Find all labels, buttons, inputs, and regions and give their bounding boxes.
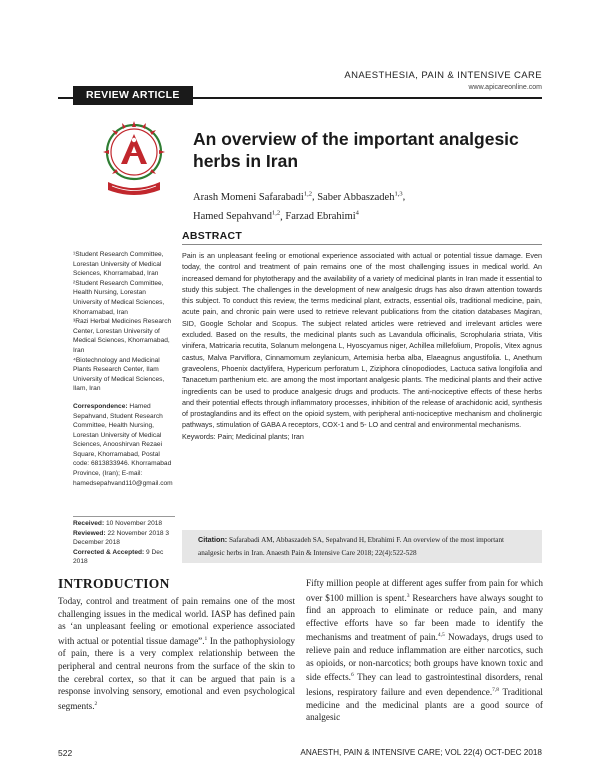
citation-ref[interactable]: 3 <box>406 592 410 599</box>
reviewed-label: Reviewed: <box>73 529 106 537</box>
accepted-date <box>73 548 175 567</box>
accepted-value: 9 Dec 2018 <box>73 548 164 566</box>
author-separator: , <box>280 211 286 222</box>
author-separator: , <box>311 191 318 203</box>
correspondence <box>73 402 175 488</box>
author-4[interactable] <box>285 211 359 222</box>
received-value: 10 November 2018 <box>104 520 163 527</box>
author-name: Arash Momeni Safarabadi <box>193 191 304 203</box>
introduction-heading: INTRODUCTION <box>58 576 170 591</box>
reviewed-value: 22 November 2018 3 December 2018 <box>73 529 170 547</box>
reviewed-date <box>73 529 175 548</box>
citation-ref[interactable]: 7,8 <box>492 686 499 693</box>
article-type-badge: REVIEW ARTICLE <box>73 86 193 105</box>
affiliations-column <box>73 250 175 488</box>
author-name: Saber Abbaszadeh <box>317 191 395 203</box>
citation-ref[interactable]: 1 <box>204 635 208 642</box>
received-date <box>73 519 175 529</box>
abstract-heading: ABSTRACT <box>182 230 243 242</box>
author-name: Farzad Ebrahimi <box>285 211 356 222</box>
intro-text: Fifty million people at different ages suffer from pain for which over $100 million is spent. <box>306 578 543 603</box>
author-2[interactable] <box>317 192 402 203</box>
author-affiliation-ref: 4 <box>355 209 359 217</box>
intro-text: Researchers have always sought to find an approach to eliminate or reduce pain, and many effective efforts have so far been made to identify the mechanisms and treatment of pain. <box>306 592 543 643</box>
article-title: An overview of the important analgesic herbs in Iran <box>193 129 519 171</box>
correspondence-text[interactable]: Hamed Sepahvand, Student Research Committee, Health Nursing, Lorestan University of Medical Sciences, Anooshirvan Rezaei Square, Khorramabad, Postal code: 6813833946. Khorramabad Province, (Iran); E-mail: hamedsepahvand110@gmail.com <box>73 402 173 487</box>
journal-name: ANAESTHESIA, PAIN & INTENSIVE CARE <box>344 70 542 81</box>
intro-text: Nowadays, drugs used to relieve pain and reduce inflammation are either narcotics, such as opioids, or non-narcotics; both groups have known toxic and side effects. <box>306 632 543 683</box>
logo-banner <box>108 182 160 195</box>
journal-url[interactable]: www.apicareonline.com <box>468 84 542 91</box>
citation-ref[interactable]: 6 <box>350 672 354 679</box>
author-3[interactable] <box>193 211 280 222</box>
received-label: Received: <box>73 520 105 527</box>
affiliation-1: ¹Student Research Committee, Lorestan University of Medical Sciences, Khorramabad, Iran <box>73 251 164 278</box>
intro-text: They can lead to gastrointestinal disorders, renal lesions, respiratory failure and even dependence. <box>306 672 543 697</box>
citation-ref[interactable]: 2 <box>94 700 98 707</box>
apic-logo-icon <box>102 120 166 198</box>
author-name: Hamed Sepahvand <box>193 211 273 222</box>
page-number: 522 <box>58 748 73 758</box>
abstract-rule <box>182 244 542 245</box>
author-affiliation-ref: 1,2 <box>303 190 312 197</box>
abstract-keywords: Keywords: Pain; Medicinal plants; Iran <box>182 431 304 441</box>
citation-label: Citation: <box>198 535 228 544</box>
footer-journal-ref: ANAESTH, PAIN & INTENSIVE CARE; VOL 22(4) OCT-DEC 2018 <box>300 748 542 757</box>
author-separator: , <box>402 191 406 203</box>
author-list <box>193 186 533 225</box>
author-1[interactable] <box>193 192 312 203</box>
author-affiliation-ref: 1,2 <box>272 209 281 217</box>
intro-text: In the pathophysiology of pain, there is a very complex relationship between the peripheral and central neurons from the surface of the skin to the cerebral cortex, so that it can be argued that pain is a response involving sensory, emotional and even psychological segments. <box>58 635 295 711</box>
dates-rule <box>73 516 175 517</box>
affiliation-4: ⁴Biotechnology and Medicinal Plants Research Center, Ilam University of Medical Sciences, Ilam, Iran <box>73 356 165 393</box>
correspondence-label: Correspondence: <box>73 402 128 410</box>
author-affiliation-ref: 1,3 <box>394 190 403 197</box>
article-dates <box>73 519 175 567</box>
logo-monogram <box>121 134 147 164</box>
intro-text: Today, control and treatment of pain remains one of the most challenging issues in the medical world. IASP has defined pain as ‘an unpleasant feeling or emotional experience associated with actual or potential tissue damage”. <box>58 596 295 646</box>
abstract-body <box>182 250 542 442</box>
affiliation-3: ³Razi Herbal Medicines Research Center, Lorestan University of Medical Sciences, Khorramabad, Iran <box>73 318 172 354</box>
accepted-label: Corrected & Accepted: <box>73 548 145 556</box>
abstract-text: Pain is an unpleasant feeling or emotional experience associated with actual or potential tissue damage. Even today, the control and treatment of pain remains one of the most challenging issues in medical world. An increased demand for phytotherapy and the availability of a variety of medicinal plants in Iran made it essential to study this subject. The challenges in the development of new analgesic drugs has also drawn attention towards this subject. To conduct this review, the terms medicinal plant, extracts, essential oils, traditional medicine, pain, acute pain, and chronic pain were used to retrieve relevant publications from the citation databases Magiran, SID, Google Scholar and Scopus. The subject related articles were retrieved and irrelevant articles were excluded. Based on the results, the medicinal plants such as Lavandula officinalis, Scrophularia striata, Vitis vinifera, Matricaria recutita, Solanum melongena L, Hyoscyamus niger, Achillea millefolium, Propolis, Vitex agnus castus, Malva Parviflora, Cinnamomum zeylanicum, Artemisia herba alba, Elaeagnus angustifolia. L, Anethum graveolens, Phoenix dactylifera, Hypericum perforatum L, Ziziphora clinopodiodes, Lactuca sativa longifolia and Tanacetum parthenium etc. are among the most important analgesic plants. The medicinal plants and their active ingredients can be used to produce analgesic drugs and products. The anti-nociceptive effects of these herbs and their potential effects through inflammatory processes, inhibition of the release of arachidonic acid, synthesis of prostaglandins and its effect on the opioid system, with peripheral anti-nociceptive mechanism and cholinergic pathways, stimulation of GABA A receptors, COX-1 and 5- LO and central and environmental mechanisms. <box>182 251 542 430</box>
intro-text: Traditional medicine and the medicinal plants are a good source of analgesic <box>306 687 543 723</box>
introduction-column-right <box>306 577 543 724</box>
citation-box <box>182 530 542 563</box>
introduction-column-left <box>58 595 295 712</box>
citation-text: Safarabadi AM, Abbaszadeh SA, Sepahvand H, Ebrahimi F. An overview of the most important analgesic herbs in Iran. Anaesth Pain & Intensive Care 2018; 22(4):522-528 <box>198 536 505 557</box>
affiliation-2: ²Student Research Committee, Health Nursing, Lorestan University of Medical Sciences, Khorramabad, Iran <box>73 279 165 316</box>
citation-ref[interactable]: 4,5 <box>437 632 445 639</box>
